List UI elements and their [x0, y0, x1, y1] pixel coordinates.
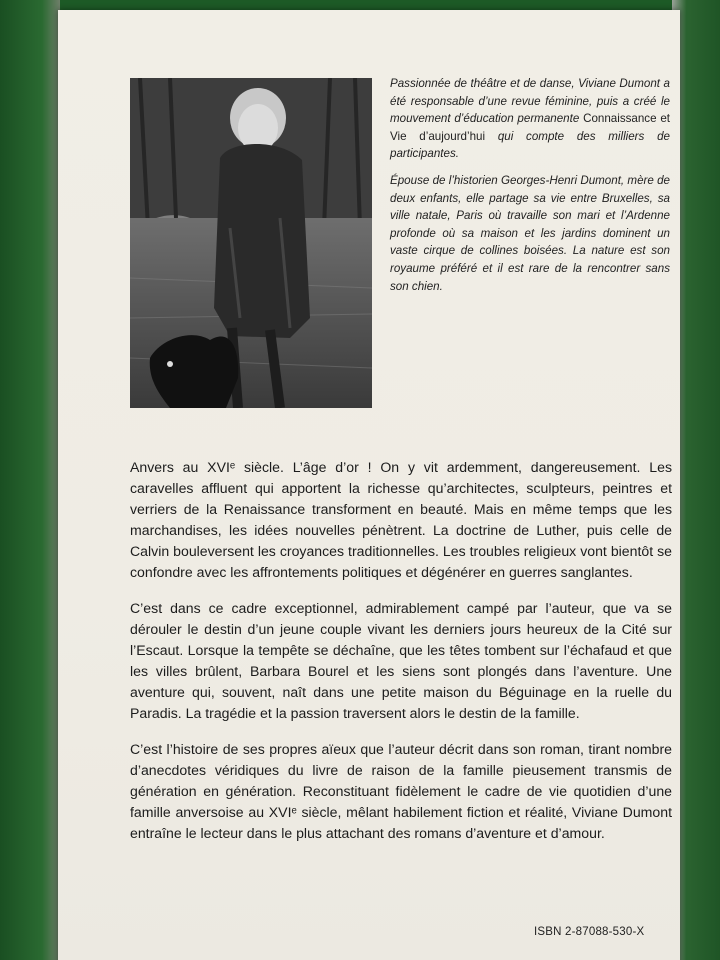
author-photo — [130, 78, 372, 408]
author-photo-image — [130, 78, 372, 408]
biography-paragraph-1 — [390, 75, 670, 163]
summary-paragraph-2: C’est dans ce cadre exceptionnel, admirablement campé par l’auteur, que va se dérouler le destin d’un jeune couple vivant les derniers jours heureux de la Cité sur l’Escaut. Lorsque la tempête se déchaîne, que les têtes tombent sur l’échafaud et que les villes brûlent, Barbara Bourel et les siens sont plongés dans l’aventure. Une aventure qui, souvent, naît dans une petite maison du Béguinage en la ruelle du Paradis. La tragédie et la passion traversent alors le destin de la famille. — [130, 600, 672, 721]
author-biography — [390, 75, 670, 304]
summary-paragraph-1: Anvers au XVIᵉ siècle. L’âge d’or ! On y vit ardemment, dangereusement. Les caravelles affluent qui apportent la richesse qu’architectes, sculpteurs, peintres et verriers de la Renaissance transforment en beauté. Mais en même temps que les marchandises, les idées nouvelles pénètrent. La doctrine de Luther, puis celle de Calvin bouleversent les croyances traditionnelles. Les troubles religieux vont bientôt se confondre avec les affrontements politiques et dégénérer en guerres sanglantes. — [130, 459, 672, 580]
green-background-left — [0, 0, 60, 960]
biography-paragraph-2: Épouse de l’historien Georges-Henri Dumont, mère de deux enfants, elle partage sa vie entre Bruxelles, sa ville natale, Paris où travaille son mari et l’Ardenne profonde où sa maison et les jardins dominent un vaste cirque de collines boisées. La nature est son royaume préféré et il est rare de la rencontrer sans son chien. — [390, 173, 670, 293]
biography-text: qui compte des milliers de participantes. — [390, 129, 670, 161]
organization-name: Connaissance et Vie d’aujourd’hui — [390, 112, 670, 143]
biography-text: Passionnée de théâtre et de danse, Viviane Dumont a été responsable d’une revue féminine, puis a créé le mouvement d’éducation permanente — [390, 77, 670, 126]
book-summary — [130, 457, 672, 859]
summary-paragraph-3: C’est l’histoire de ses propres aïeux que l’auteur décrit dans son roman, tirant nombre d’anecdotes véridiques du livre de raison de la famille pieusement transmis de génération en génération. Reconstituant fidèlement le cadre de vie quotidien d’une famille anversoise au XVIᵉ siècle, mêlant habilement fiction et réalité, Viviane Dumont entraîne le lecteur dans le plus attachant des romans d’aventure et d’amour. — [130, 741, 672, 841]
book-back-cover — [58, 10, 680, 960]
isbn-number: ISBN 2-87088-530-X — [534, 926, 645, 938]
